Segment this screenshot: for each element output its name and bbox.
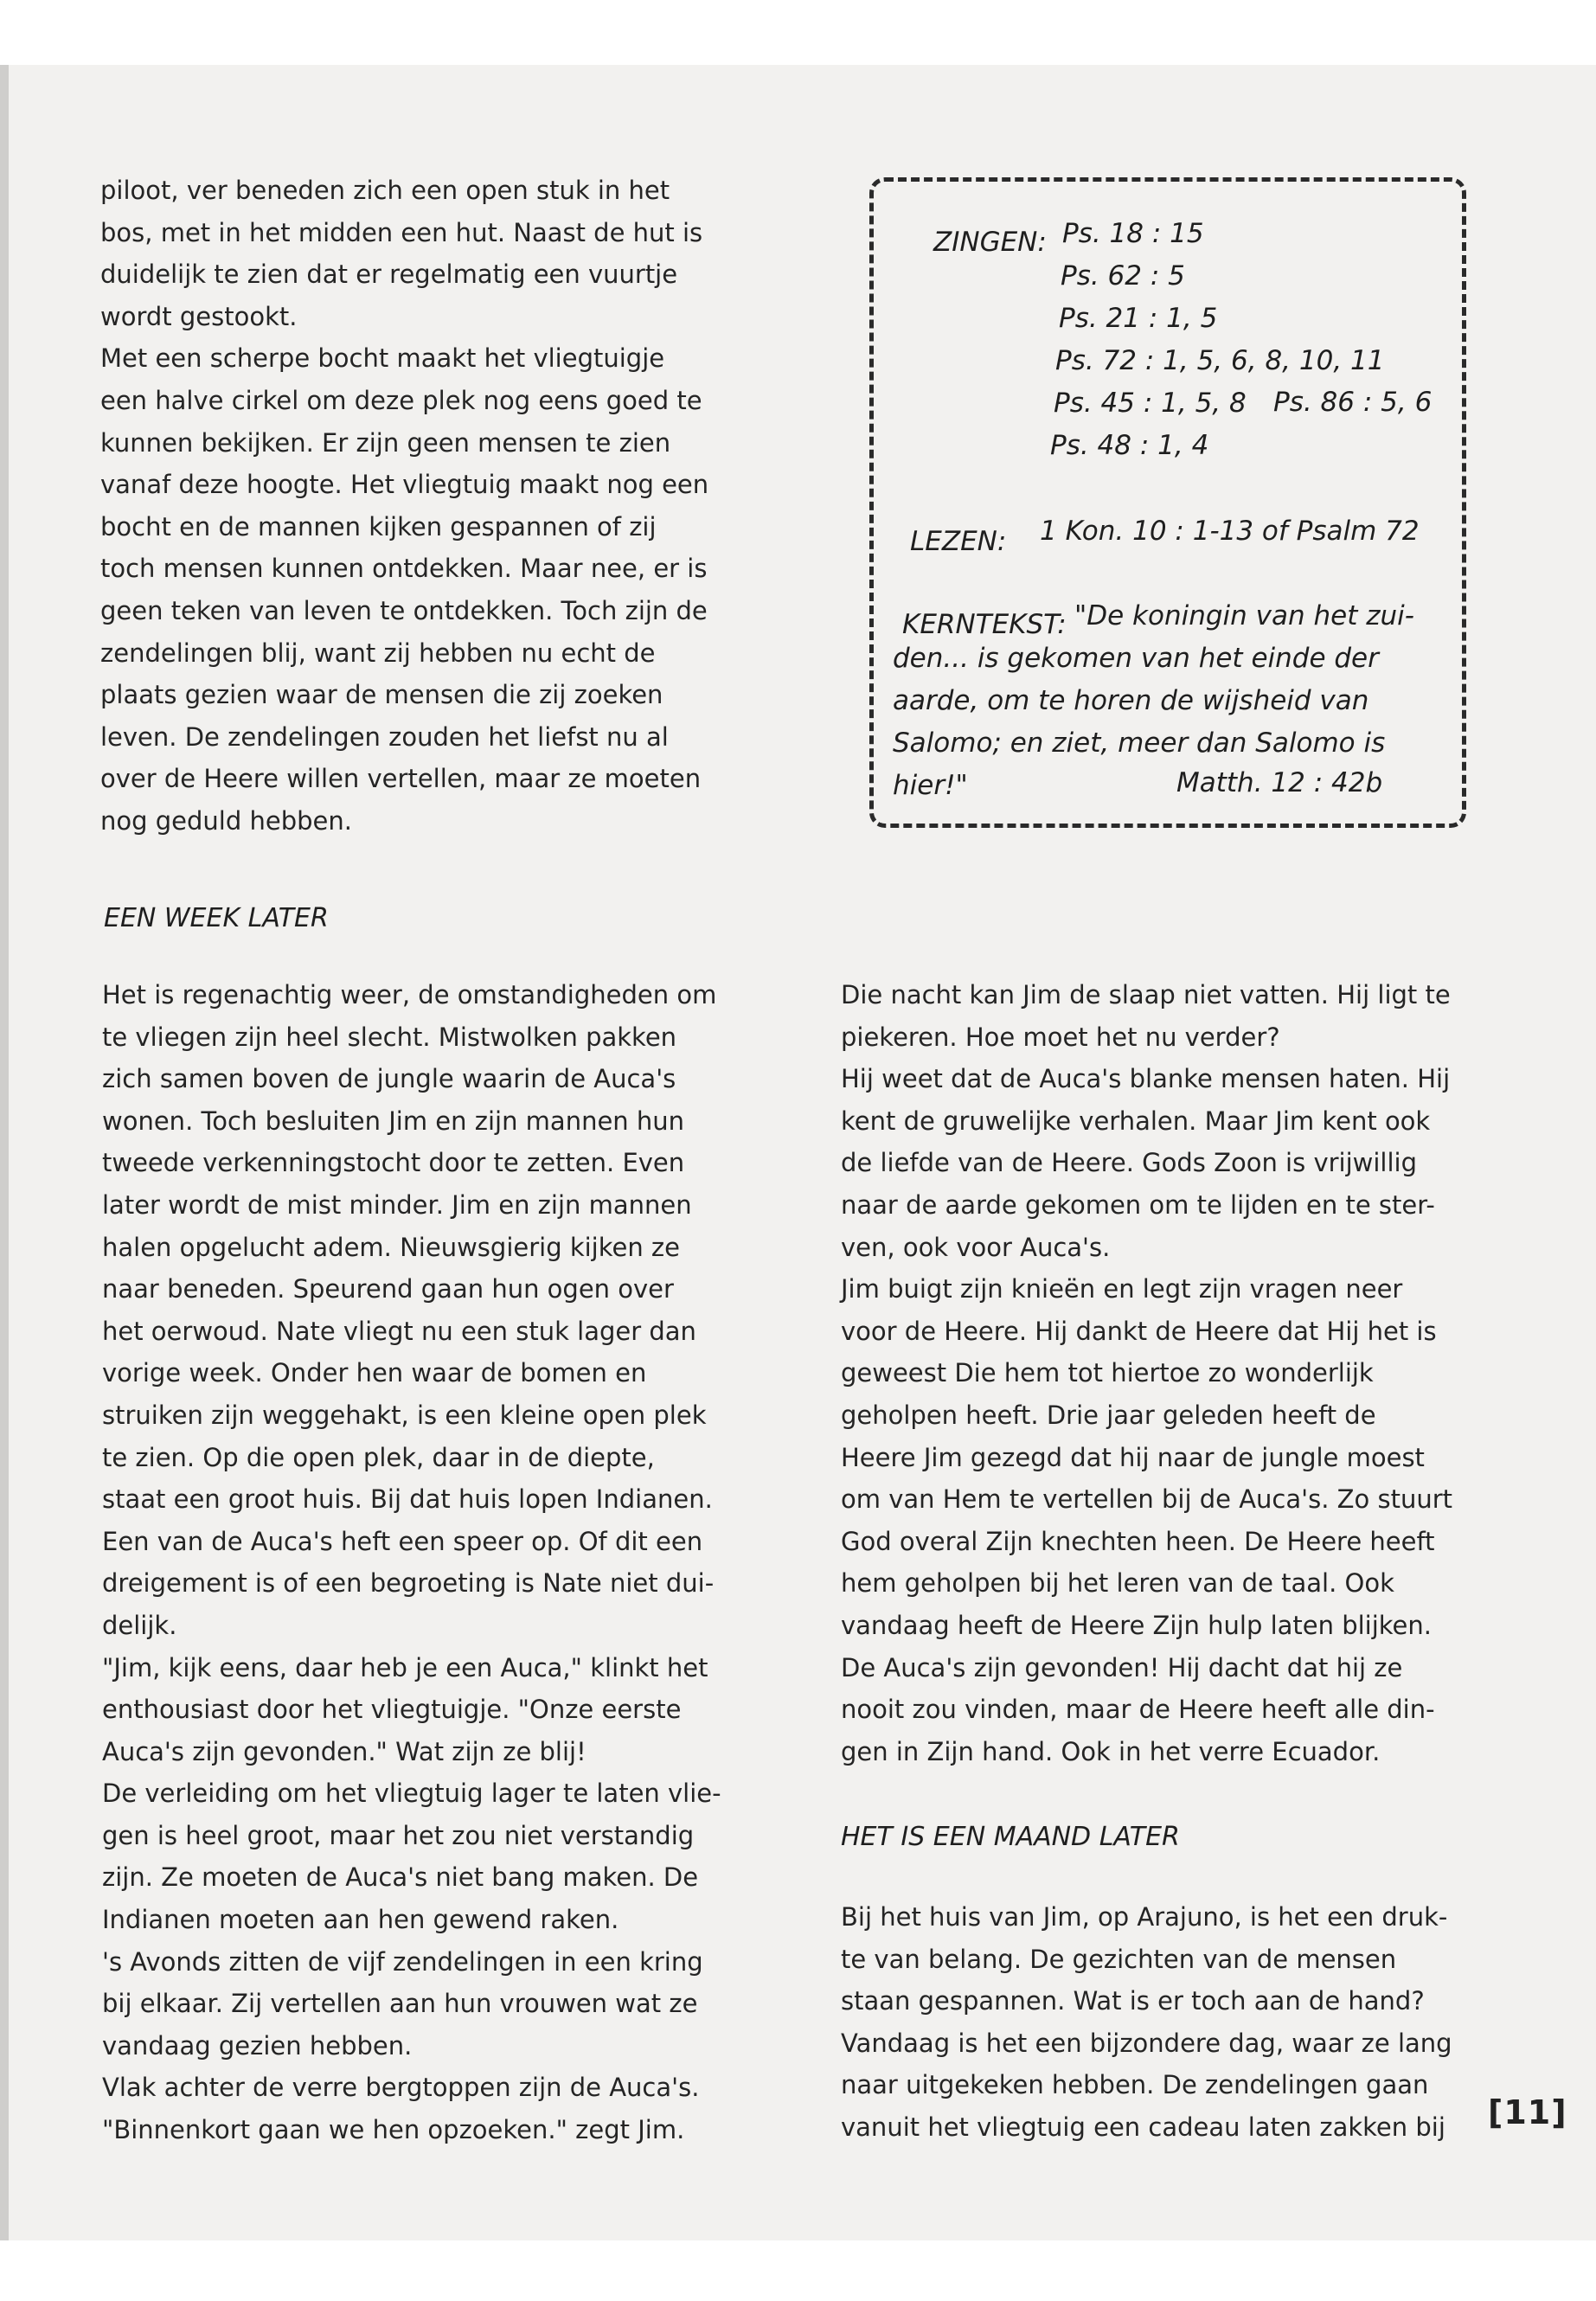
top-margin <box>0 0 1596 65</box>
section-heading-een-maand-later: HET IS EEN MAAND LATER <box>841 1822 1180 1852</box>
left-column-paragraph-2: Het is regenachtig weer, de omstandigheden om te vliegen zijn heel slecht. Mistwolken pakken zich samen boven de jungle waarin de Auca's wonen. Toch besluiten Jim en zijn mannen hun tweede verkenningstocht door te zetten. Even later wordt de mist minder. Jim en zijn mannen halen opgelucht adem. Nieuwsgierig kijken ze naar beneden. Speurend gaan hun ogen over het oerwoud. Nate vliegt nu een stuk lager dan vorige week. Onder hen waar de bomen en struiken zijn weggehakt, is een kleine open plek te zien. Op die open plek, daar in de diepte, staat een groot huis. Bij dat huis lopen Indianen. Een van de Auca's heft een speer op. Of dit een dreigement is of een begroeting is Nate niet dui- delijk. "Jim, kijk eens, daar heb je een Auca," klinkt het enthousiast door het vliegtuigje. "Onze eerste Auca's zijn gevonden." Wat zijn ze blij! De verleiding om het vliegtuig lager te laten vlie- gen is heel groot, maar het zou niet verstandig zijn. Ze moeten de Auca's niet bang maken. De Indianen moeten aan hen gewend raken. 's Avonds zitten de vijf zendelingen in een kring bij elkaar. Zij vertellen aan hun vrouwen wat ze vandaag gezien hebben. Vlak achter de verre bergtoppen zijn de Auca's. "Binnenkort gaan we hen opzoeken." zegt Jim. <box>102 980 721 2145</box>
kerntekst-first-line: "De koningin van het zui- <box>1074 600 1414 631</box>
zingen-label: ZINGEN: <box>933 227 1047 258</box>
bottom-margin <box>0 2240 1596 2301</box>
zingen-psalm-list: Ps. 18 : 15 Ps. 62 : 5 Ps. 21 : 1, 5 Ps. 72 : 1, 5, 6, 8, 10, 11 Ps. 45 : 1, 5, 8 Ps. 48 : 1, 4 <box>1050 218 1385 461</box>
section-heading-een-week-later: EEN WEEK LATER <box>104 903 329 933</box>
right-column-paragraph-2: Bij het huis van Jim, op Arajuno, is het een druk- te van belang. De gezichten van de mensen staan gespannen. Wat is er toch aan de hand? Vandaag is het een bijzondere dag, waar ze lang naar uitgekeken hebben. De zendelingen gaan vanuit het vliegtuig een cadeau laten zakken bij <box>841 1902 1452 2142</box>
lezen-label: LEZEN: <box>910 526 1007 557</box>
right-column-paragraph-1: Die nacht kan Jim de slaap niet vatten. Hij ligt te piekeren. Hoe moet het nu verder? Hij weet dat de Auca's blanke mensen haten. Hij kent de gruwelijke verhalen. Maar Jim kent ook de liefde van de Heere. Gods Zoon is vrijwillig naar de aarde gekomen om te lijden en te ster- ven, ook voor Auca's. Jim buigt zijn knieën en legt zijn vragen neer voor de Heere. Hij dankt de Heere dat Hij het is geweest Die hem tot hiertoe zo wonderlijk geholpen heeft. Drie jaar geleden heeft de Heere Jim gezegd dat hij naar de jungle moest om van Hem te vertellen bij de Auca's. Zo stuurt God overal Zijn knechten heen. De Heere heeft hem geholpen bij het leren van de taal. Ook vandaag heeft de Heere Zijn hulp laten blijken. De Auca's zijn gevonden! Hij dacht dat hij ze nooit zou vinden, maar de Heere heeft alle din- gen in Zijn hand. Ook in het verre Ecuador. <box>841 980 1453 1766</box>
zingen-psalm-extra: Ps. 86 : 5, 6 <box>1273 387 1433 418</box>
kerntekst-label: KERNTEKST: <box>902 609 1067 640</box>
lezen-reference: 1 Kon. 10 : 1-13 of Psalm 72 <box>1040 516 1420 547</box>
page-number: [11] <box>1488 2093 1567 2131</box>
kerntekst-reference: Matth. 12 : 42b <box>1176 767 1383 798</box>
kerntekst-text: den... is gekomen van het einde der aarde, om te horen de wijsheid van Salomo; en ziet, meer dan Salomo is hier!" <box>893 643 1386 801</box>
left-column-paragraph-1: piloot, ver beneden zich een open stuk in het bos, met in het midden een hut. Naast de hut is duidelijk te zien dat er regelmatig een vuurtje wordt gestookt. Met een scherpe bocht maakt het vliegtuigje een halve cirkel om deze plek nog eens goed te kunnen bekijken. Er zijn geen mensen te zien vanaf deze hoogte. Het vliegtuig maakt nog een bocht en de mannen kijken gespannen of zij toch mensen kunnen ontdekken. Maar nee, er is geen teken van leven te ontdekken. Toch zijn de zendelingen blij, want zij hebben nu echt de plaats gezien waar de mensen die zij zoeken leven. De zendelingen zouden het liefst nu al over de Heere willen vertellen, maar ze moeten nog geduld hebben. <box>100 176 709 836</box>
page-edge <box>0 65 9 2240</box>
